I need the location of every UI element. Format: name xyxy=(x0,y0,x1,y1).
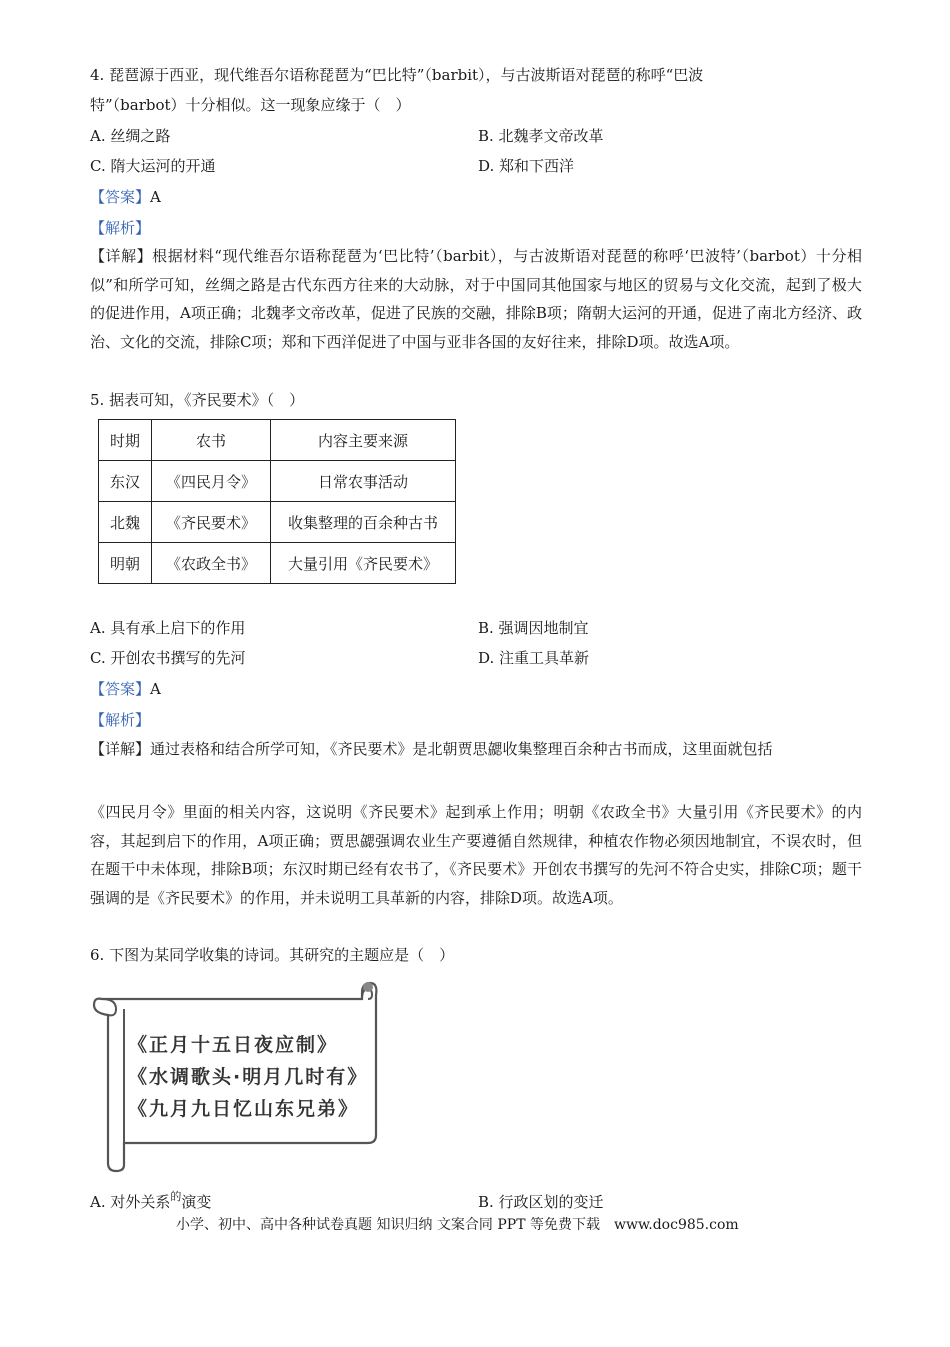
detail-tag: 【详解】 xyxy=(90,247,153,265)
detail-text: 根据材料“现代维吾尔语称琵琶为‘巴比特’（barbit），与古波斯语对琵琶的称呼‘巴波特’（barbot）十分相似”和所学可知，丝绸之路是古代东西方往来的大动脉，对于中国同其他国家与地区的贸易与文化交流，起到了极大的促进作用，A项正确；北魏孝文帝改革，促进了民族的交融，排除B项；隋朝大运河的开通，促进了南北方经济、政治、文化的交流，排除C项；郑和下西洋促进了中国与亚非各国的友好往来，排除D项。故选A项。 xyxy=(90,247,862,351)
q4-stem-line1: 4. 琵琶源于西亚，现代维吾尔语称琵琶为“巴比特”（barbit），与古波斯语对琵琶的称呼“巴波 xyxy=(90,66,704,84)
table-cell: 《四民月令》 xyxy=(152,461,271,502)
table-header-cell: 内容主要来源 xyxy=(271,420,456,461)
table-cell: 东汉 xyxy=(99,461,152,502)
table-row xyxy=(99,461,456,502)
q6-option-a-tail: 演变 xyxy=(181,1193,212,1211)
q5-analysis-heading xyxy=(90,710,150,730)
table-cell: 明朝 xyxy=(99,543,152,584)
answer-tag: 【答案】 xyxy=(90,188,151,206)
table-cell: 北魏 xyxy=(99,502,152,543)
q4-detail xyxy=(90,242,862,356)
answer-tag: 【答案】 xyxy=(90,680,151,698)
detail-tag: 【详解】 xyxy=(90,740,151,758)
q4-option-b: B. 北魏孝文帝改革 xyxy=(478,127,604,145)
table-header-cell: 时期 xyxy=(99,420,152,461)
q5-option-c: C. 开创农书撰写的先河 xyxy=(90,649,246,667)
q6-option-a-sup: 的 xyxy=(170,1190,182,1203)
q4-stem-line2: 特”（barbot）十分相似。这一现象应缘于（ ） xyxy=(90,96,411,114)
detail-text: 通过表格和结合所学可知，《齐民要术》是北朝贾思勰收集整理百余种古书而成，这里面就包括 xyxy=(150,740,773,758)
q4-option-c: C. 隋大运河的开通 xyxy=(90,157,216,175)
answer-value: A xyxy=(150,188,161,206)
q4-option-a: A. 丝绸之路 xyxy=(90,127,171,145)
page-footer: 小学、初中、高中各种试卷真题 知识归纳 文案合同 PPT 等免费下载 www.doc985.com xyxy=(176,1217,739,1233)
q5-option-d: D. 注重工具革新 xyxy=(478,649,590,667)
analysis-tag: 【解析】 xyxy=(90,219,151,237)
q6-stem: 6. 下图为某同学收集的诗词。其研究的主题应是（ ） xyxy=(90,946,455,964)
table-row xyxy=(99,502,456,543)
table-row xyxy=(99,543,456,584)
q5-stem: 5. 据表可知，《齐民要术》（ ） xyxy=(90,391,305,409)
q6-option-a-text: A. 对外关系 xyxy=(90,1193,171,1211)
answer-value: A xyxy=(150,680,161,698)
table-cell: 《农政全书》 xyxy=(152,543,271,584)
poem-title-1: 《正月十五日夜应制》 xyxy=(128,1034,339,1056)
poem-title-3: 《九月九日忆山东兄弟》 xyxy=(128,1098,360,1120)
analysis-tag: 【解析】 xyxy=(90,711,151,729)
q5-answer xyxy=(90,679,161,699)
table-cell: 《齐民要术》 xyxy=(152,502,271,543)
table-header-row xyxy=(99,420,456,461)
q4-answer xyxy=(90,187,161,207)
q5-detail-line1 xyxy=(90,739,773,759)
farm-books-table xyxy=(98,419,456,584)
q5-option-b: B. 强调因地制宜 xyxy=(478,619,589,637)
q4-option-d: D. 郑和下西洋 xyxy=(478,157,575,175)
q4-analysis-heading xyxy=(90,218,150,238)
table-cell: 收集整理的百余种古书 xyxy=(271,502,456,543)
table-header-cell: 农书 xyxy=(152,420,271,461)
q5-option-a: A. 具有承上启下的作用 xyxy=(90,619,246,637)
q5-detail-cont: 《四民月令》里面的相关内容，这说明《齐民要术》起到承上作用；明朝《农政全书》大量引用《齐民要术》的内容，其起到启下的作用，A项正确；贾思勰强调农业生产要遵循自然规律，种植农作物必须因地制宜，不误农时，但在题干中未体现，排除B项；东汉时期已经有农书了，《齐民要术》开创农书撰写的先河不符合史实，排除C项；题干强调的是《齐民要术》的作用，并未说明工具革新的内容，排除D项。故选A项。 xyxy=(90,803,862,907)
table-cell: 日常农事活动 xyxy=(271,461,456,502)
q6-option-b: B. 行政区划的变迁 xyxy=(478,1193,604,1211)
table-cell: 大量引用《齐民要术》 xyxy=(271,543,456,584)
q6-option-a xyxy=(90,1192,211,1214)
poem-title-2: 《水调歌头·明月几时有》 xyxy=(128,1066,369,1088)
